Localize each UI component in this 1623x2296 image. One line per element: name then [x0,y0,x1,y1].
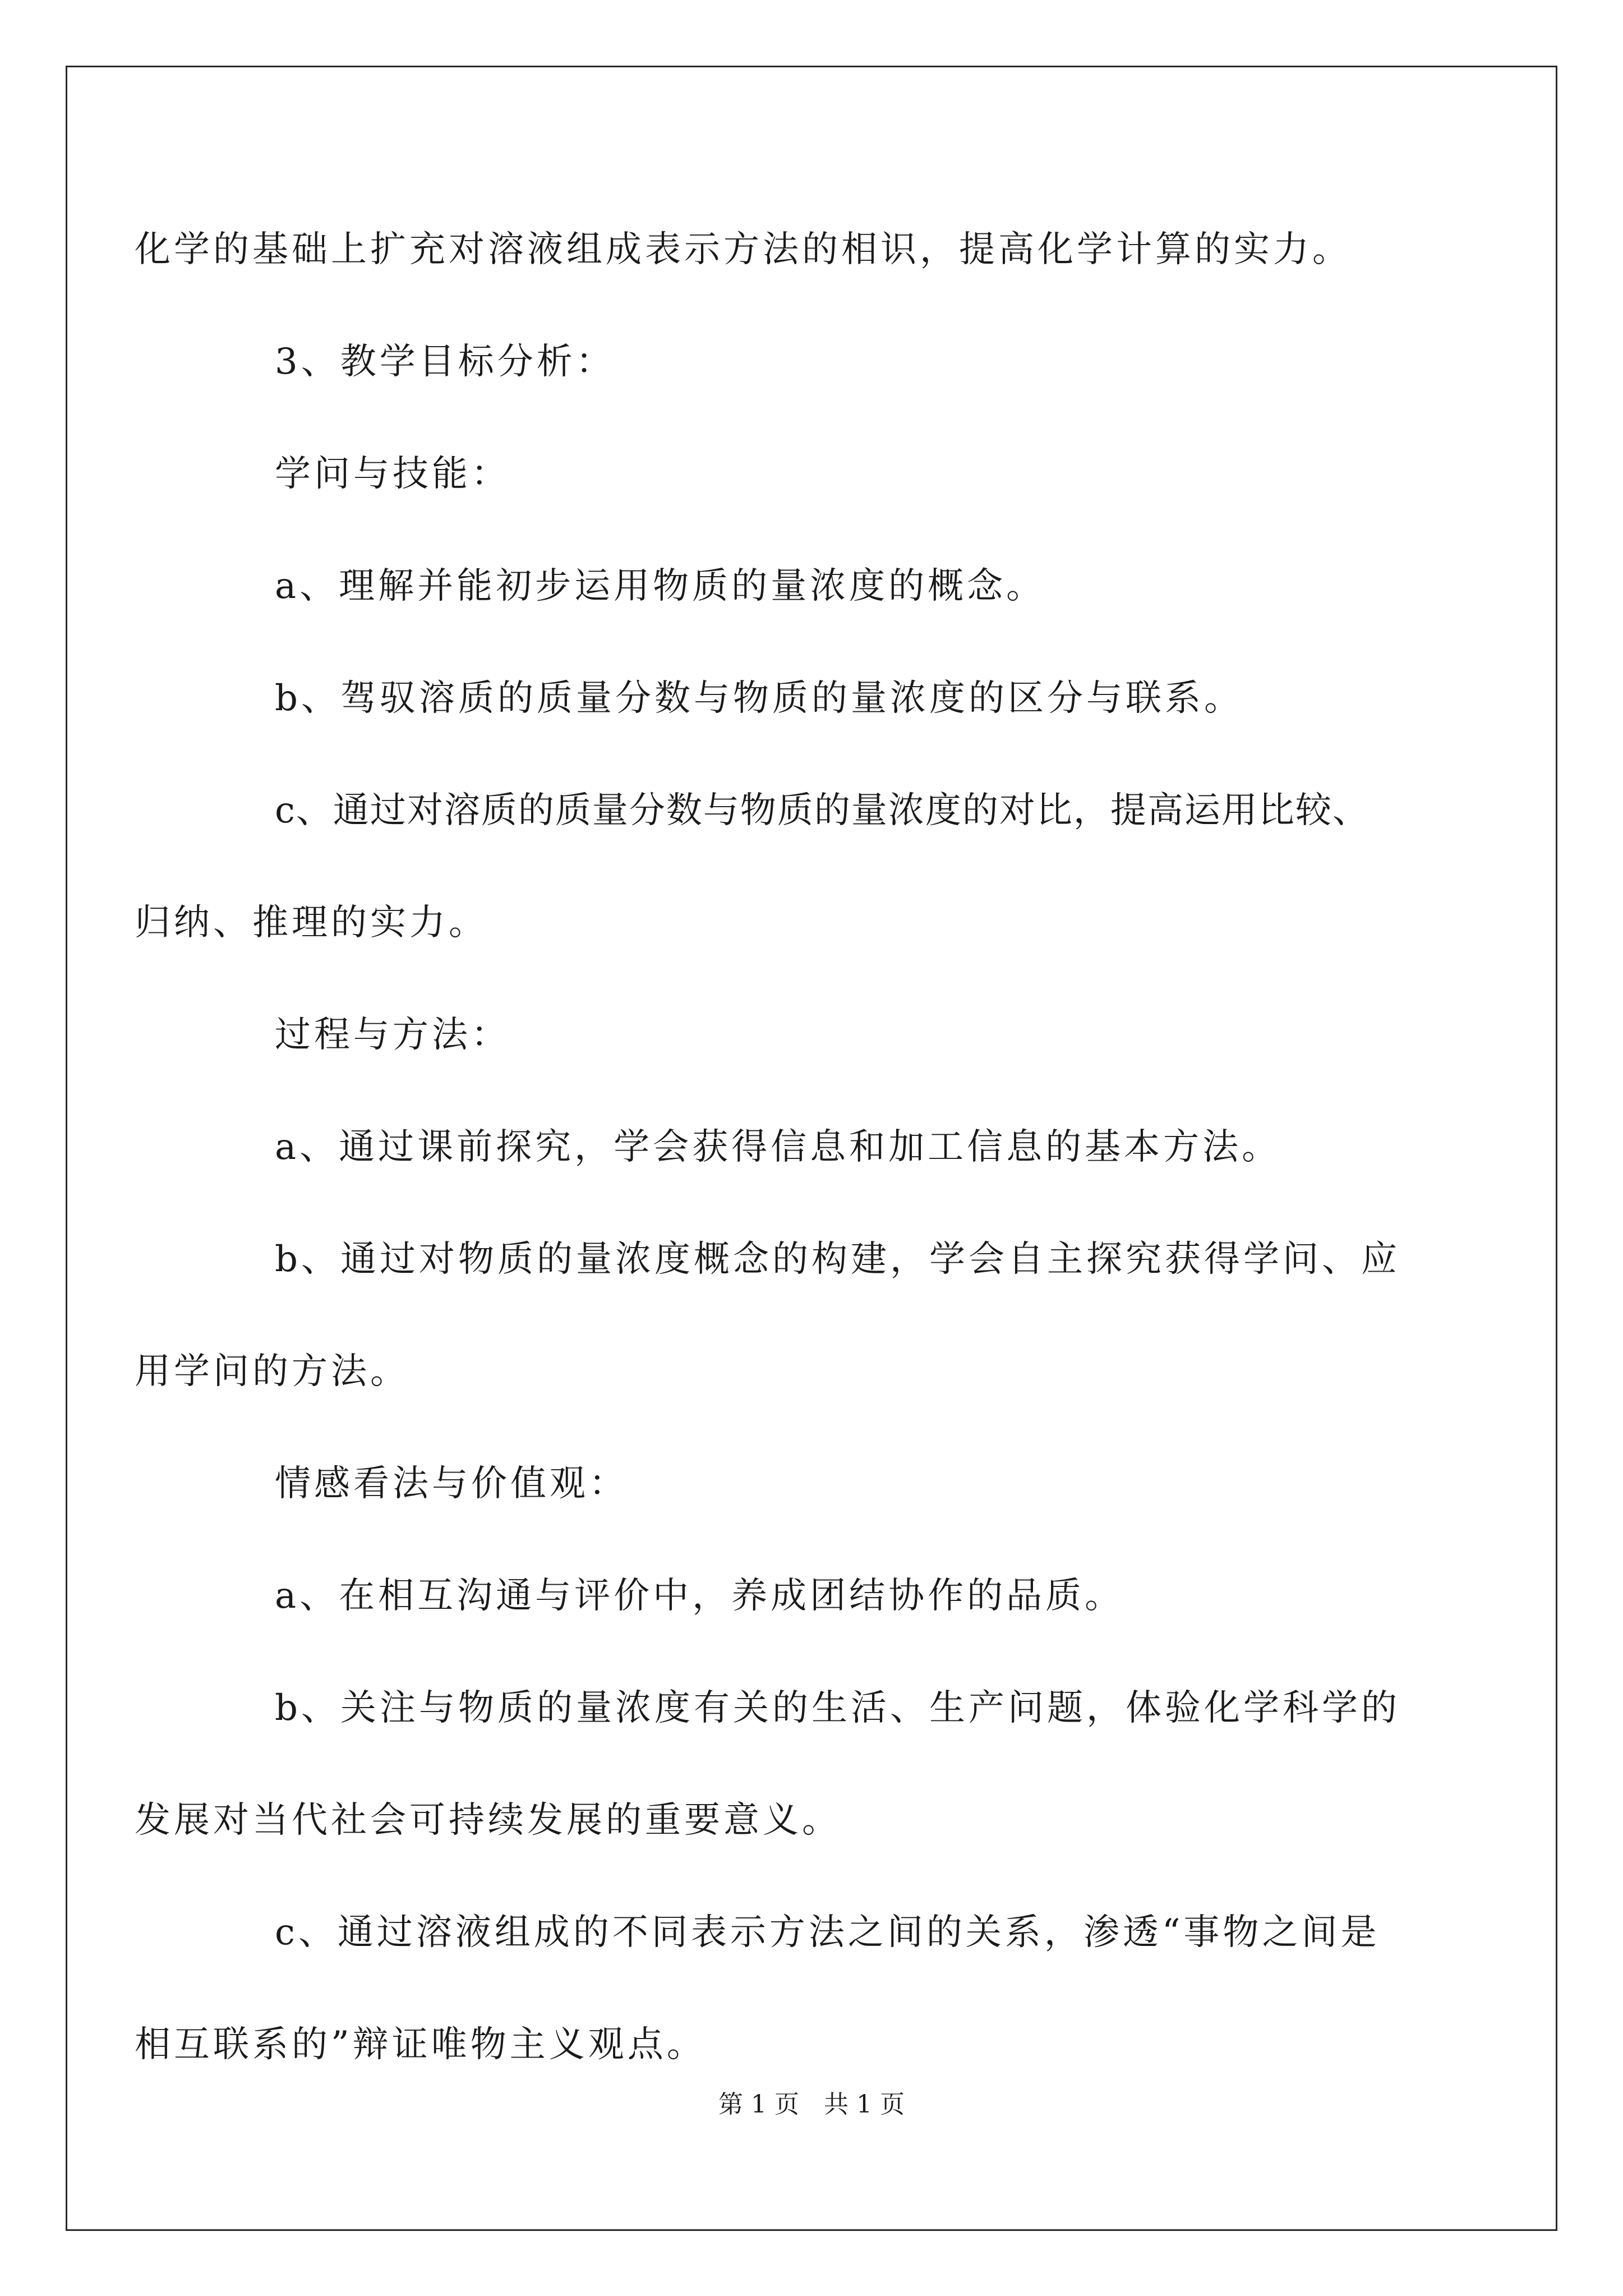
text-line: c、通过溶液组成的不同表示方法之间的关系，渗透“事物之间是 [275,1912,1380,1953]
text-line: a、在相互沟通与评价中，养成团结协作的品质。 [275,1575,1124,1617]
text-line: a、通过课前探究，学会获得信息和加工信息的基本方法。 [275,1126,1281,1168]
text-line: a、理解并能初步运用物质的量浓度的概念。 [275,565,1046,607]
section-heading-teaching-goals: 3、教学目标分析： [275,341,615,383]
text-line: 相互联系的”辩证唯物主义观点。 [135,2024,706,2065]
subheading-attitudes-values: 情感看法与价值观： [275,1463,628,1504]
text-line: c、通过对溶质的质量分数与物质的量浓度的对比，提高运用比较、 [275,790,1370,831]
text-line: 发展对当代社会可持续发展的重要意义。 [135,1800,841,1841]
text-line: 归纳、推理的实力。 [135,902,488,944]
subheading-knowledge-skills: 学问与技能： [275,453,510,495]
subheading-process-methods: 过程与方法： [275,1014,510,1056]
text-line: 用学问的方法。 [135,1351,409,1392]
text-line: b、关注与物质的量浓度有关的生活、生产问题，体验化学科学的 [275,1687,1400,1729]
text-line: b、驾驭溶质的质量分数与物质的量浓度的区分与联系。 [275,678,1243,719]
text-line-continuation: 化学的基础上扩充对溶液组成表示方法的相识，提高化学计算的实力。 [135,229,1352,270]
page-number-footer: 第 1 页 共 1 页 [718,2090,905,2119]
text-line: b、通过对物质的量浓度概念的构建，学会自主探究获得学问、应 [275,1239,1400,1280]
